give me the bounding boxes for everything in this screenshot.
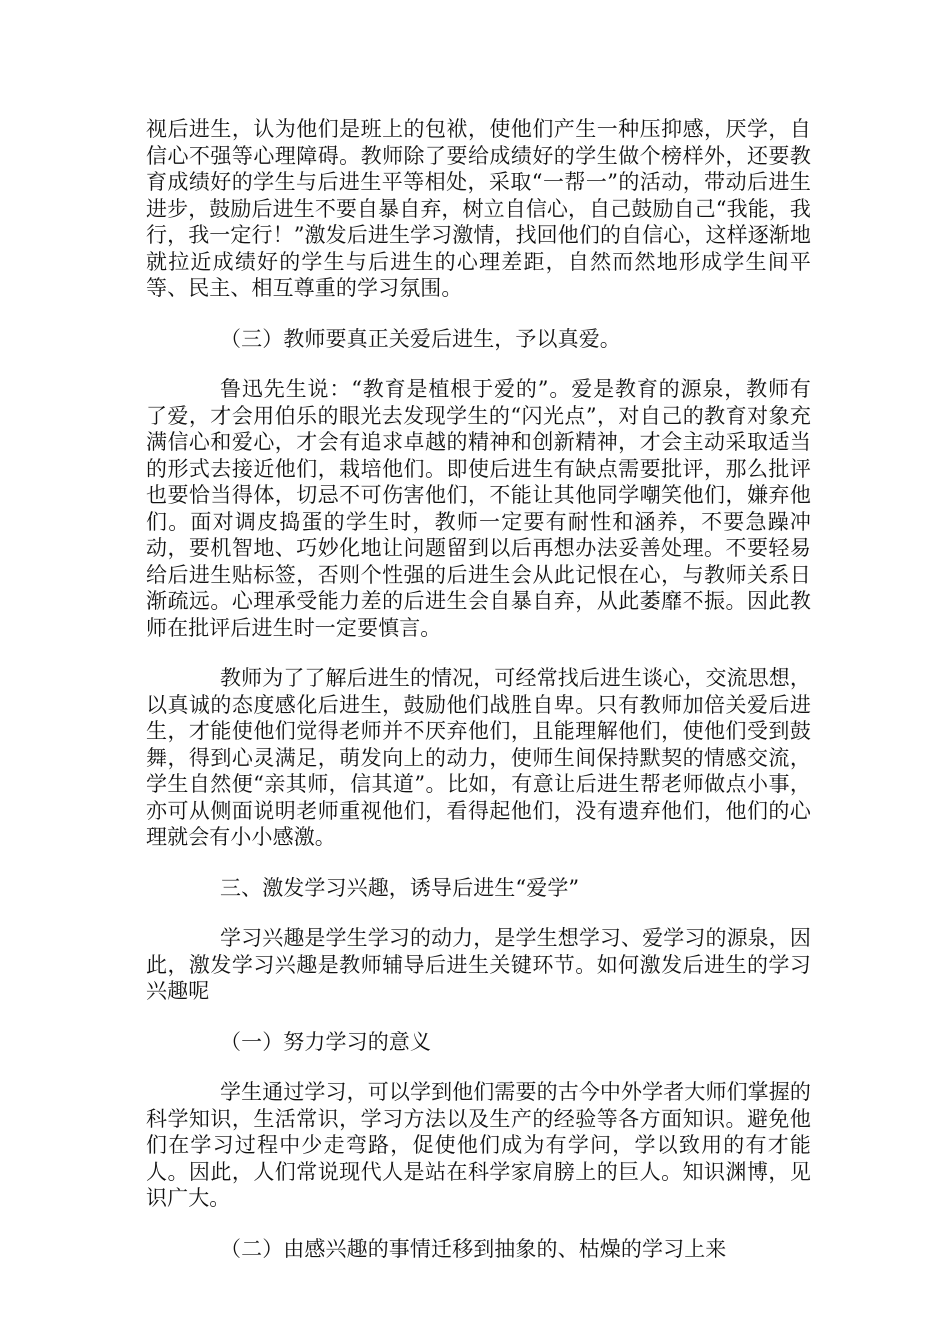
paragraph-continuation: 视后进生，认为他们是班上的包袱，使他们产生一种压抑感，厌学，自信心不强等心理障碍。教师除了要给成绩好的学生做个榜样外，还要教育成绩好的学生与后进生平等相处，采取“一帮一”的活动，带动后进生进步，鼓励后进生不要自暴自弃，树立自信心，自己鼓励自己“我能，我行，我一定行！”激发后进生学习激情，找回他们的自信心，这样逐渐地就拉近成绩好的学生与后进生的心理差距，自然而然地形成学生间平等、民主、相互尊重的学习氛围。 — [146, 117, 811, 300]
section-heading-stimulate-interest: 三、激发学习兴趣，诱导后进生“爱学” — [220, 875, 580, 900]
paragraph-learning-benefits: 学生通过学习，可以学到他们需要的古今中外学者大师们掌握的科学知识，生活常识，学习方法以及生产的经验等各方面知识。避免他们在学习过程中少走弯路，促使他们成为有学问，学以致用的有才能人。因此，人们常说现代人是站在科学家肩膀上的巨人。知识渊博，见识广大。 — [146, 1080, 811, 1210]
paragraph-understand-students: 教师为了了解后进生的情况，可经常找后进生谈心，交流思想，以真诚的态度感化后进生，鼓励他们战胜自卑。只有教师加倍关爱后进生，才能使他们觉得老师并不厌弃他们，且能理解他们，使他们受到鼓舞，得到心灵满足，萌发向上的动力，使师生间保持默契的情感交流，学生自然便“亲其师，信其道”。比如，有意让后进生帮老师做点小事，亦可从侧面说明老师重视他们，看得起他们，没有遗弃他们，他们的心理就会有小小感激。 — [146, 666, 811, 849]
sub-heading-transfer-interest: （二）由感兴趣的事情迁移到抽象的、枯燥的学习上来 — [220, 1236, 727, 1261]
paragraph-interest-motivation: 学习兴趣是学生学习的动力，是学生想学习、爱学习的源泉，因此，激发学习兴趣是教师辅导后进生关键环节。如何激发后进生的学习兴趣呢 — [146, 926, 811, 1003]
sub-heading-meaning-of-study: （一）努力学习的意义 — [220, 1029, 431, 1054]
document-page — [146, 116, 811, 1286]
paragraph-luxun-quote: 鲁迅先生说：“教育是植根于爱的”。爱是教育的源泉，教师有了爱，才会用伯乐的眼光去发现学生的“闪光点”，对自己的教育对象充满信心和爱心，才会有追求卓越的精神和创新精神，才会主动采取适当的形式去接近他们，栽培他们。即使后进生有缺点需要批评，那么批评也要恰当得体，切忌不可伤害他们，不能让其他同学嘲笑他们，嫌弃他们。面对调皮捣蛋的学生时，教师一定要有耐性和涵养，不要急躁冲动，要机智地、巧妙化地让问题留到以后再想办法妥善处理。不要轻易给后进生贴标签，否则个性强的后进生会从此记恨在心，与教师关系日渐疏远。心理承受能力差的后进生会自暴自弃，从此萎靡不振。因此教师在批评后进生时一定要慎言。 — [146, 377, 811, 640]
section-heading-teacher-care: （三）教师要真正关爱后进生，予以真爱。 — [220, 326, 621, 351]
